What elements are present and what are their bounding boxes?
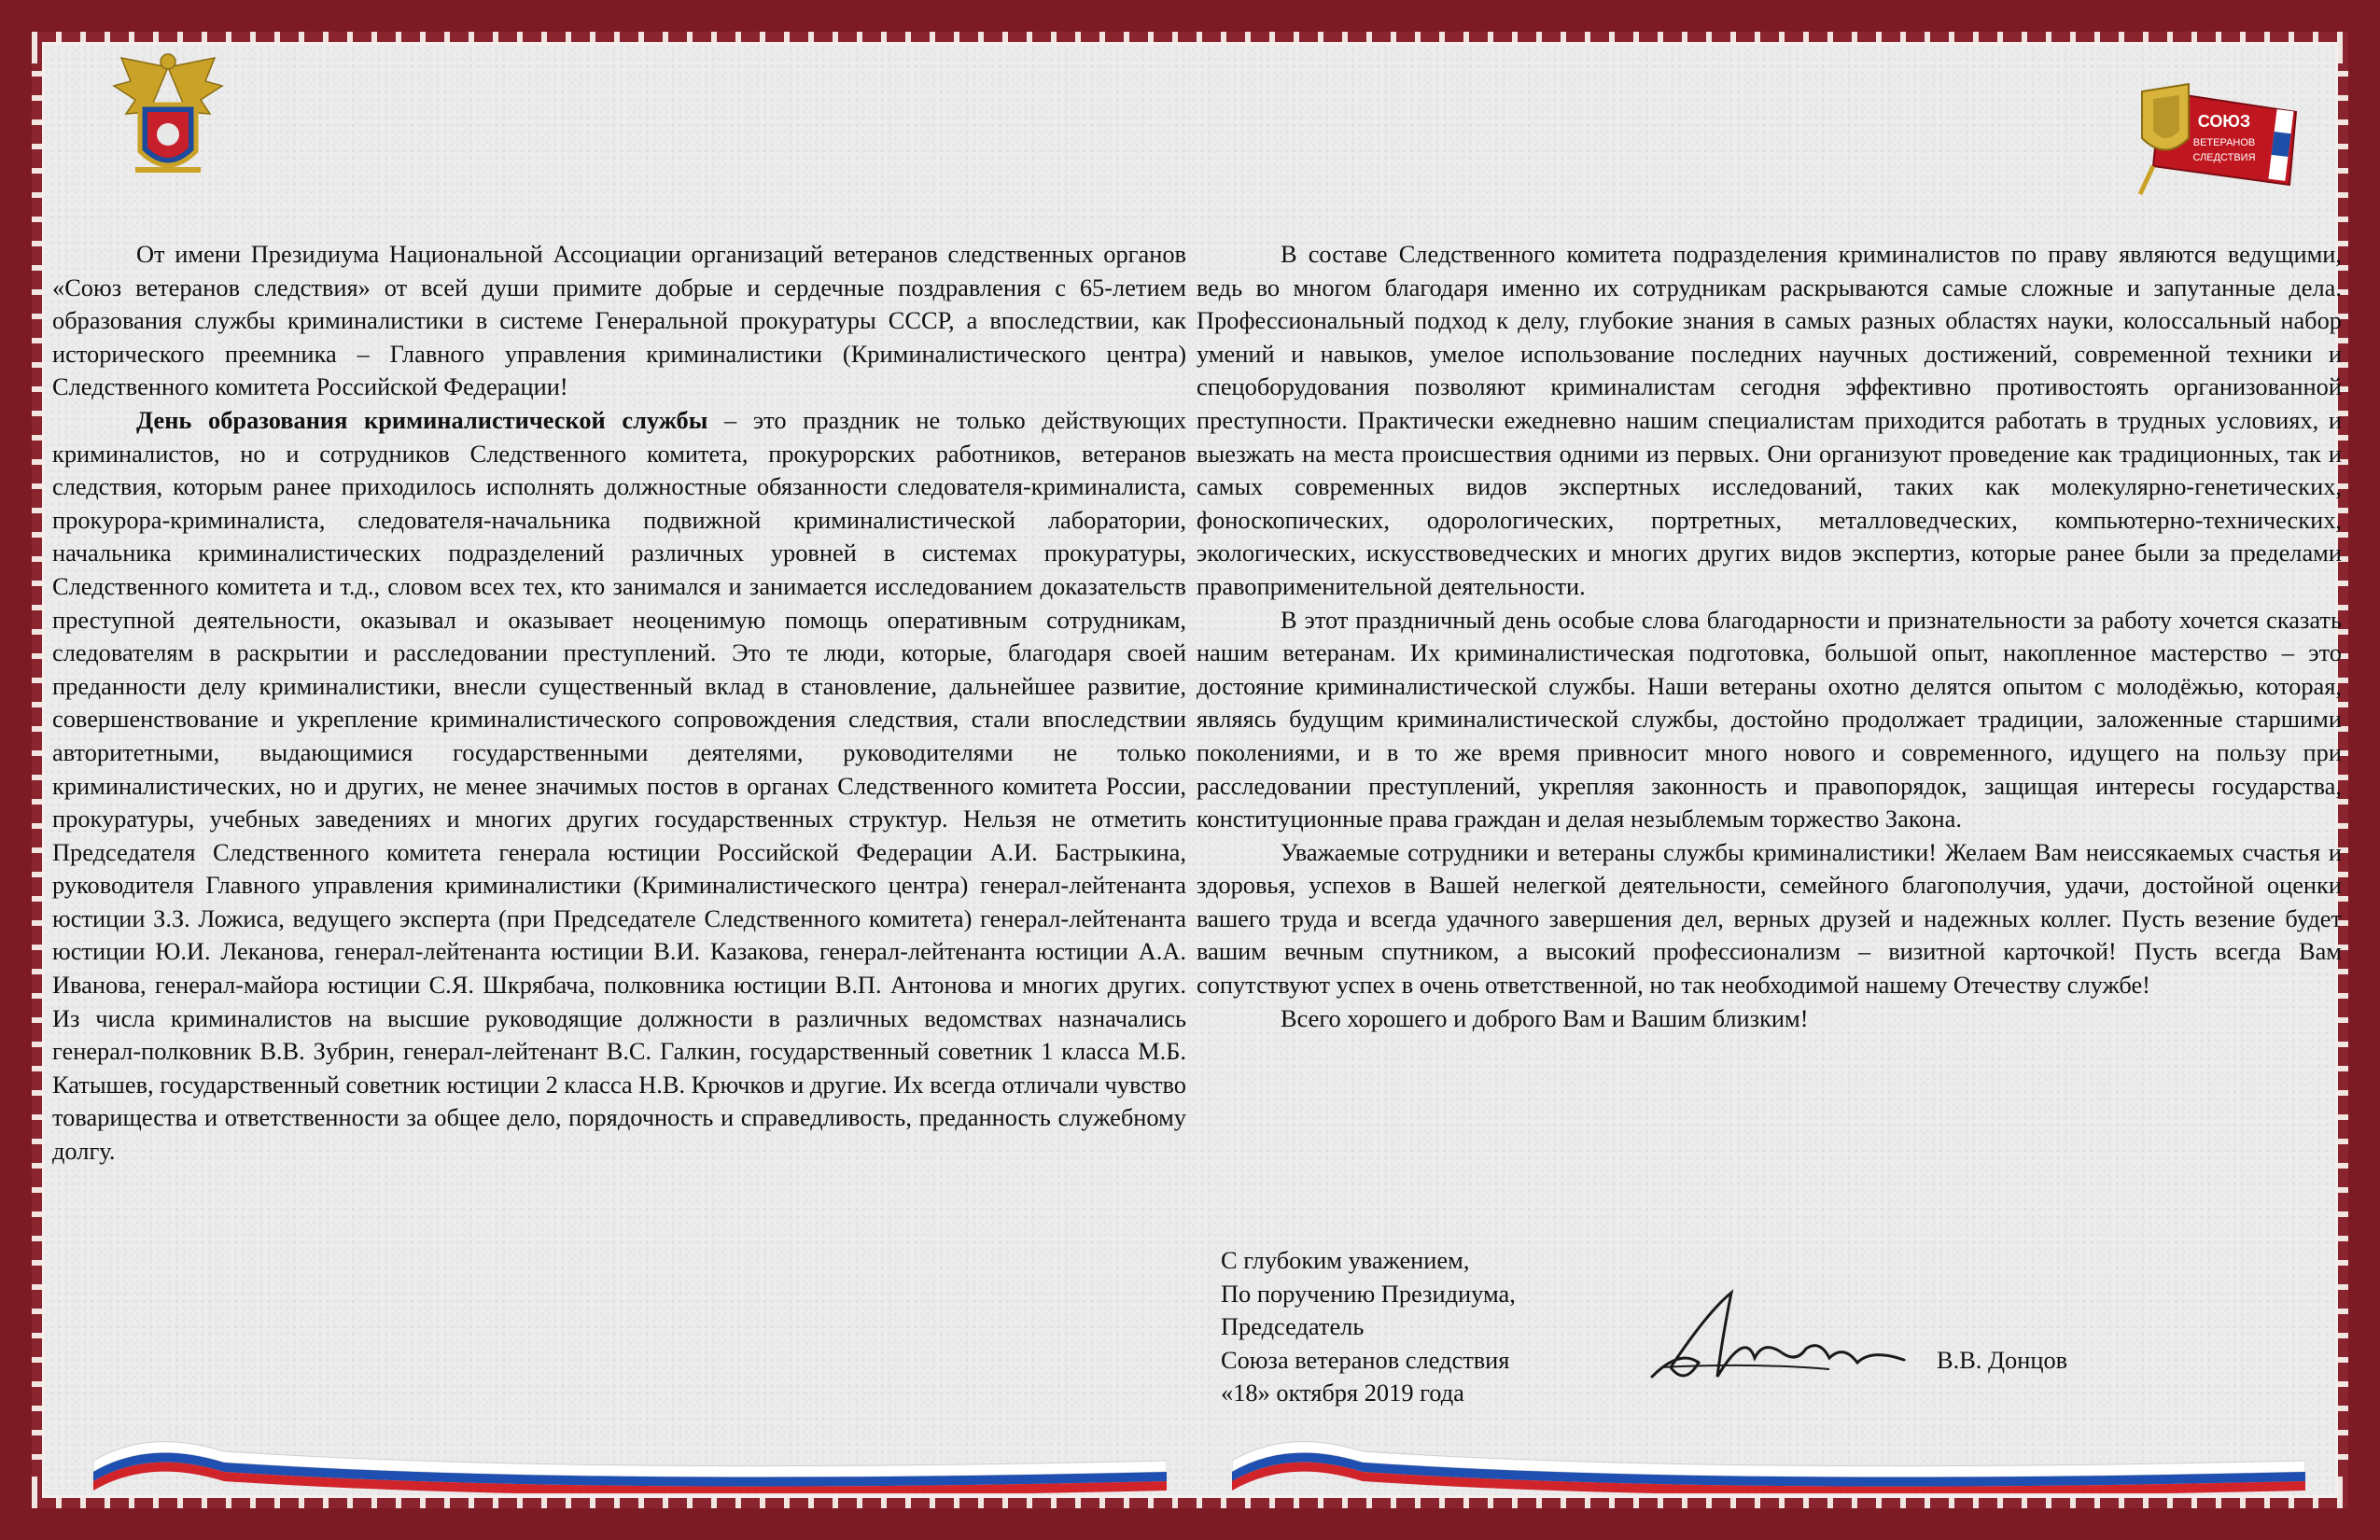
badge-line-3: СЛЕДСТВИЯ: [2192, 152, 2256, 163]
investigative-committee-emblem: [103, 49, 233, 198]
right-paragraph-2: В этот праздничный день особые слова благодарности и признательности за работу хочется сказать нашим ветеранам. Их криминалистическая подготовка, большой опыт, накопленное мастерство – это достояние криминалистической службы. Наши ветераны охотно делятся опытом с молодёжью, которая, являясь будущим криминалистической службы, достойно продолжает традиции, заложенные старшими поколениями, и в то же время привносит много нового и современного, идущего на пользу при расследовании преступлений, укрепляя законность и правопорядок, защищая интересы государства, конституционные права граждан и делая незыблемым торжество Закона.: [1197, 605, 2342, 833]
badge-line-2: ВЕТЕРАНОВ: [2192, 137, 2256, 148]
right-column: [1197, 238, 2342, 1035]
date-line: «18» октября 2019 года: [1221, 1379, 1464, 1407]
tricolor-ribbon-right: [1232, 1423, 2305, 1493]
right-paragraph-1: В составе Следственного комитета подразделения криминалистов по праву являются ведущими, ведь во многом благодаря именно их сотрудникам раскрываются самые сложные и запутанные дела. Профессиональный подход к делу, глубокие знания в самых разных областях науки, колоссальный набор умений и навыков, умелое использование последних научных достижений, современной техники и спецоборудования позволяют криминалистам сегодня эффективно противостоять организованной преступности. Практически ежедневно нашим специалистам приходится работать в трудных условиях, и выезжать на места происшествия одними из первых. Они организуют проведение как традиционных, так и самых современных видов экспертных исследований, таких как молекулярно-генетических, фоноскопических, одорологических, портретных, металловедческих, компьютерно-технических, экологических, искусствоведческих и многих других видов экспертиз, которые ранее были за пределами правоприменительной деятельности.: [1197, 240, 2342, 600]
handwritten-signature: [1643, 1274, 1913, 1395]
tricolor-ribbon-left: [93, 1423, 1167, 1493]
left-column: [52, 238, 1186, 1169]
signature-block: [1221, 1244, 1516, 1410]
authority-line: По поручению Президиума,: [1221, 1279, 1516, 1308]
holiday-title: День образования криминалистической службы: [136, 405, 708, 434]
left-paragraph-2-text: – это праздник не только действующих криминалистов, но и сотрудников Следственного комитета, прокурорских работников, ветеранов следствия, которым ранее приходилось исполнять должностные обязанности следователя-криминалиста, прокурора-криминалиста, следователя-начальника подвижной криминалистической лаборатории, начальника криминалистических подразделений различных уровней в системах прокуратуры, Следственного комитета и т.д., словом всех тех, кто занимался и занимается исследованием доказательств преступной деятельности, оказывал и оказывает неоценимую помощь оперативным сотрудникам, следователям в раскрытии и расследовании преступлений. Это те люди, которые, благодаря своей преданности делу криминалистики, внесли существенный вклад в становление, дальнейшее развитие, совершенствование и укрепление криминалистического сопровождения следствия, стали впоследствии авторитетными, выдающимися государственными деятелями, руководителями не только криминалистических, но и других, не менее значимых постов в органах Следственного комитета России, прокуратуры, учебных заведениях и многих других государственных структур. Нельзя не отметить Председателя Следственного комитета генерала юстиции Российской Федерации А.И. Бастрыкина, руководителя Главного управления криминалистики (Криминалистического центра) генерал-лейтенанта юстиции З.З. Ложиса, ведущего эксперта (при Председателе Следственного комитета) генерал-лейтенанта юстиции Ю.И. Леканова, генерал-лейтенанта юстиции В.И. Казакова, генерал-лейтенанта юстиции А.А. Иванова, генерал-майора юстиции С.Я. Шкрябача, полковника юстиции В.П. Антонова и многих других. Из числа криминалистов на высшие руководящие должности в различных ведомствах назначались генерал-полковник В.В. Зубрин, генерал-лейтенант В.С. Галкин, государственный советник 1 класса М.Б. Катышев, государственный советник юстиции 2 класса Н.В. Крючков и другие. Их всегда отличали чувство товарищества и ответственности за общее дело, порядочность и справедливость, преданность служебному долгу.: [52, 405, 1186, 1166]
right-paragraph-3: Уважаемые сотрудники и ветераны службы криминалистики! Желаем Вам неиссякаемых счастья и здоровья, успехов в Вашей нелегкой деятельности, семейного благополучия, удачи, достойной оценки вашего труда и всегда удачного завершения дел, верных друзей и надежных коллег. Пусть везение будет вашим вечным спутником, а высокий профессионализм – визитной карточкой! Пусть всегда Вам сопутствуют успех в очень ответственной, но так необходимой нашему Отечеству службе!: [1197, 837, 2342, 1000]
organization-line: Союза ветеранов следствия: [1221, 1345, 1510, 1374]
closing-line: С глубоким уважением,: [1221, 1246, 1470, 1274]
left-paragraph-1: От имени Президиума Национальной Ассоциации организаций ветеранов следственных органов «Союз ветеранов следствия» от всей души примите добрые и сердечные поздравления с 65-летием образования службы криминалистики в системе Генеральной прокуратуры СССР, а впоследствии, как исторического преемника – Главного управления криминалистики (Криминалистического центра) Следственного комитета Российской Федерации!: [52, 240, 1186, 401]
badge-line-1: СОЮЗ: [2197, 112, 2251, 131]
veterans-union-badge: [2133, 73, 2301, 203]
right-paragraph-4: Всего хорошего и доброго Вам и Вашим близким!: [1281, 1003, 1809, 1032]
position-line: Председатель: [1221, 1312, 1365, 1341]
left-paragraph-2: [52, 404, 1186, 1169]
signer-name: В.В. Донцов: [1937, 1346, 2068, 1374]
